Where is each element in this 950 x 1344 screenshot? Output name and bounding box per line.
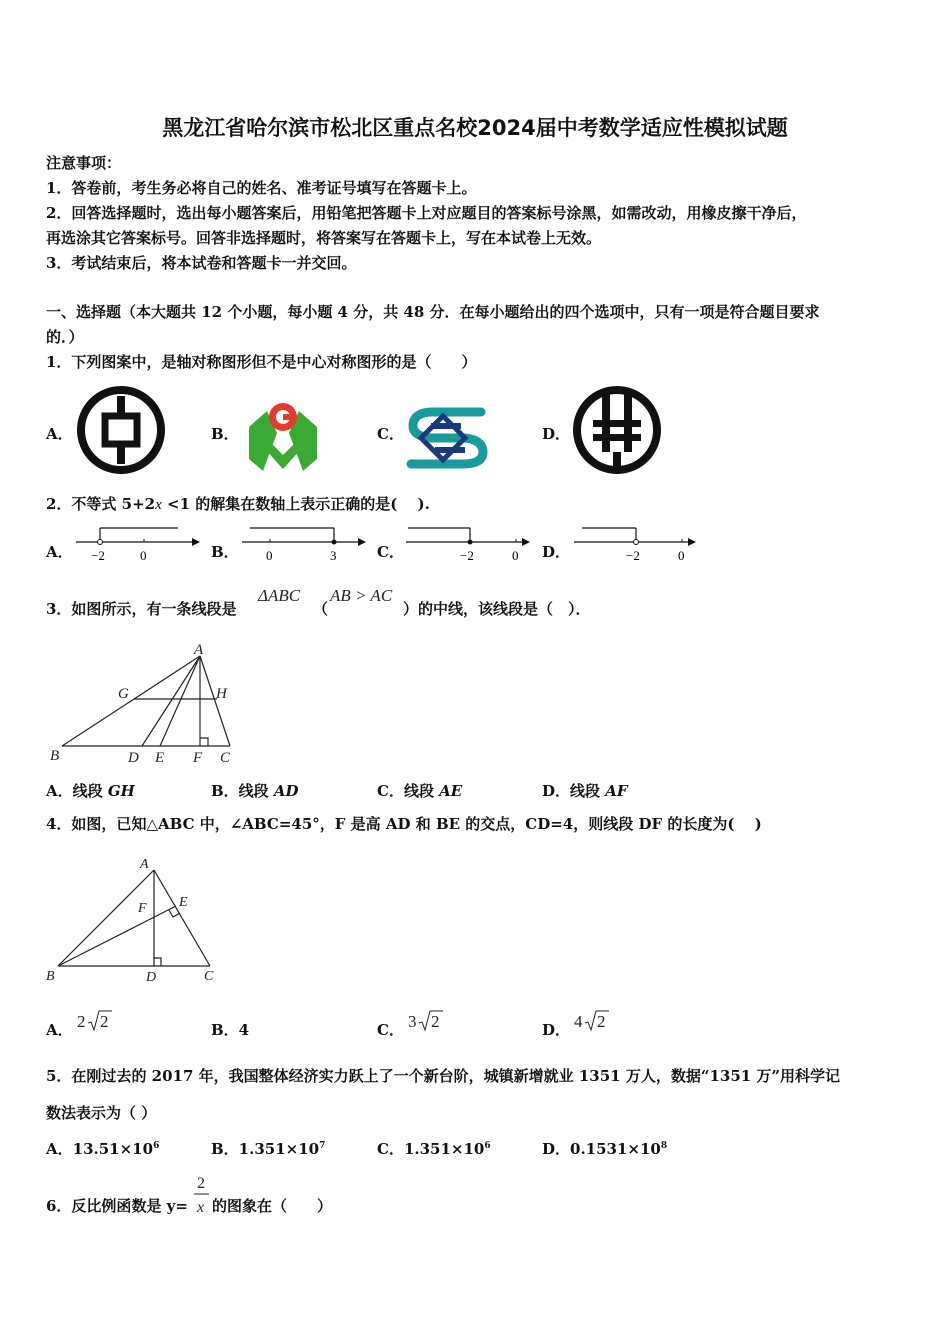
q4-label-e: E [179,895,188,910]
q3-triangle-figure [48,640,240,768]
q2-b-tick-1: 0 [266,548,273,563]
q2-number-line-d [572,522,702,566]
q3-label-e: E [155,750,165,766]
q3-label-c: C [220,750,231,766]
q1-option-b-label: B． [211,425,239,443]
q3-triangle-label: ΔABC [258,586,301,605]
q1-option-d-label: D． [542,425,571,443]
q4-option-c-radical [407,1008,447,1034]
notice-item-2: 2．回答选择题时，选出每小题答案后，用铅笔把答题卡上对应题目的答案标号涂黑，如需改动，用橡皮擦干净后， [46,204,807,222]
q2-option-b-label: B． [211,543,239,561]
svg-text:2: 2 [431,1012,440,1031]
q3-label-h: H [216,686,227,702]
q3-paren: （ [313,600,329,618]
notice-item-2-cont: 再选涂其它答案标号。回答非选择题时，将答案写在答题卡上，写在本试卷上无效。 [46,229,602,247]
q2-number-line-b [240,522,370,566]
q3-stem-end: ）的中线，该线段是（ ）． [403,600,591,618]
notice-item-1: 1．答卷前，考生务必将自己的姓名、准考证号填写在答题卡上。 [46,179,477,197]
q5-option-b: B．$1.351\times 10^7$ [211,1140,326,1158]
q3-stem-start: 3．如图所示，有一条线段是 [46,600,237,618]
q4-stem: 4．如图，已知△ABC 中，∠ABC=45°，F 是高 AD 和 BE 的交点，CD=4，则线段 DF 的长度为( ) [46,815,762,833]
q4-option-d-label: D． [542,1021,571,1039]
q1-logo-d-image [571,386,663,474]
q2-d-tick-2: 0 [678,548,685,563]
q4-option-d-radical [573,1008,613,1034]
q2-number-line-a [74,522,204,566]
q6-stem-start: 6．反比例函数是 y= [46,1197,188,1215]
q4-label-d: D [146,970,157,985]
q2-c-tick-2: 0 [512,548,519,563]
section-header-cont: 的．） [46,328,84,346]
svg-text:x: x [197,1199,205,1216]
q2-c-tick-1: −2 [460,548,474,563]
q6-stem-end: 的图象在（ ） [212,1197,333,1215]
q2-number-line-c [404,522,534,566]
q5-option-d: D．$0.1531\times 10^8$ [542,1140,668,1158]
q3-label-a: A [194,642,204,658]
q4-option-a-label: A． [46,1021,73,1039]
q4-option-a-radical [76,1008,116,1034]
q1-option-a-label: A． [46,425,73,443]
q4-label-c: C [204,969,214,984]
q1-logo-a-image [75,386,167,474]
page-title: 黑龙江省哈尔滨市松北区重点名校2024届中考数学适应性模拟试题 [162,116,788,140]
q1-logo-b-image [243,393,323,473]
q6-fraction [192,1170,212,1218]
q2-option-c-label: C． [377,543,404,561]
q1-option-c-label: C． [377,425,404,443]
section-header: 一、选择题（本大题共 12 个小题，每小题 4 分，共 48 分．在每小题给出的四个选项中，只有一项是符合题目要求 [46,303,820,321]
notice-item-3: 3．考试结束后，将本试卷和答题卡一并交回。 [46,254,357,272]
q4-option-c-label: C． [377,1021,404,1039]
q3-label-b: B [50,748,60,764]
q2-d-tick-1: −2 [626,548,640,563]
q2-b-tick-2: 3 [330,548,337,563]
q4-label-f: F [138,901,147,916]
q5-option-c: C．$1.351\times 10^6$ [377,1140,491,1158]
q3-label-f: F [193,750,203,766]
q4-label-a: A [140,857,149,872]
q2-option-a-label: A． [46,543,73,561]
q4-option-b: B．4 [211,1021,250,1039]
q5-stem-cont: 数法表示为（ ） [46,1104,157,1122]
q3-label-g: G [118,686,129,702]
q2-a-tick-1: −2 [91,548,105,563]
svg-text:3: 3 [408,1012,417,1031]
q2-a-tick-2: 0 [140,548,147,563]
q3-option-c: C．线段 AE [377,782,463,800]
q3-option-d: D．线段 AF [542,782,628,800]
notice-heading: 注意事项： [46,154,122,172]
q2-stem: 2．不等式 5+2x <1 的解集在数轴上表示正确的是( ). [46,495,430,513]
q1-stem: 1．下列图案中，是轴对称图形但不是中心对称图形的是（ ） [46,353,477,371]
q3-option-a: A．线段 GH [46,782,135,800]
q5-stem: 5．在刚过去的 2017 年，我国整体经济实力跃上了一个新台阶，城镇新增就业 1351 万人，数据“1351 万”用科学记 [46,1067,841,1085]
svg-text:2: 2 [597,1012,606,1031]
q4-label-b: B [46,969,55,984]
q3-label-d: D [128,750,139,766]
q4-triangle-figure [44,854,224,986]
q1-logo-c-image [403,402,495,474]
q5-option-a: A．$13.51\times 10^6$ [46,1140,160,1158]
q2-option-d-label: D． [542,543,571,561]
svg-text:2: 2 [197,1175,205,1192]
q3-condition: AB > AC [330,586,393,605]
svg-text:2: 2 [77,1012,86,1031]
svg-text:2: 2 [100,1012,109,1031]
q3-option-b: B．线段 AD [211,782,299,800]
svg-text:4: 4 [574,1012,583,1031]
